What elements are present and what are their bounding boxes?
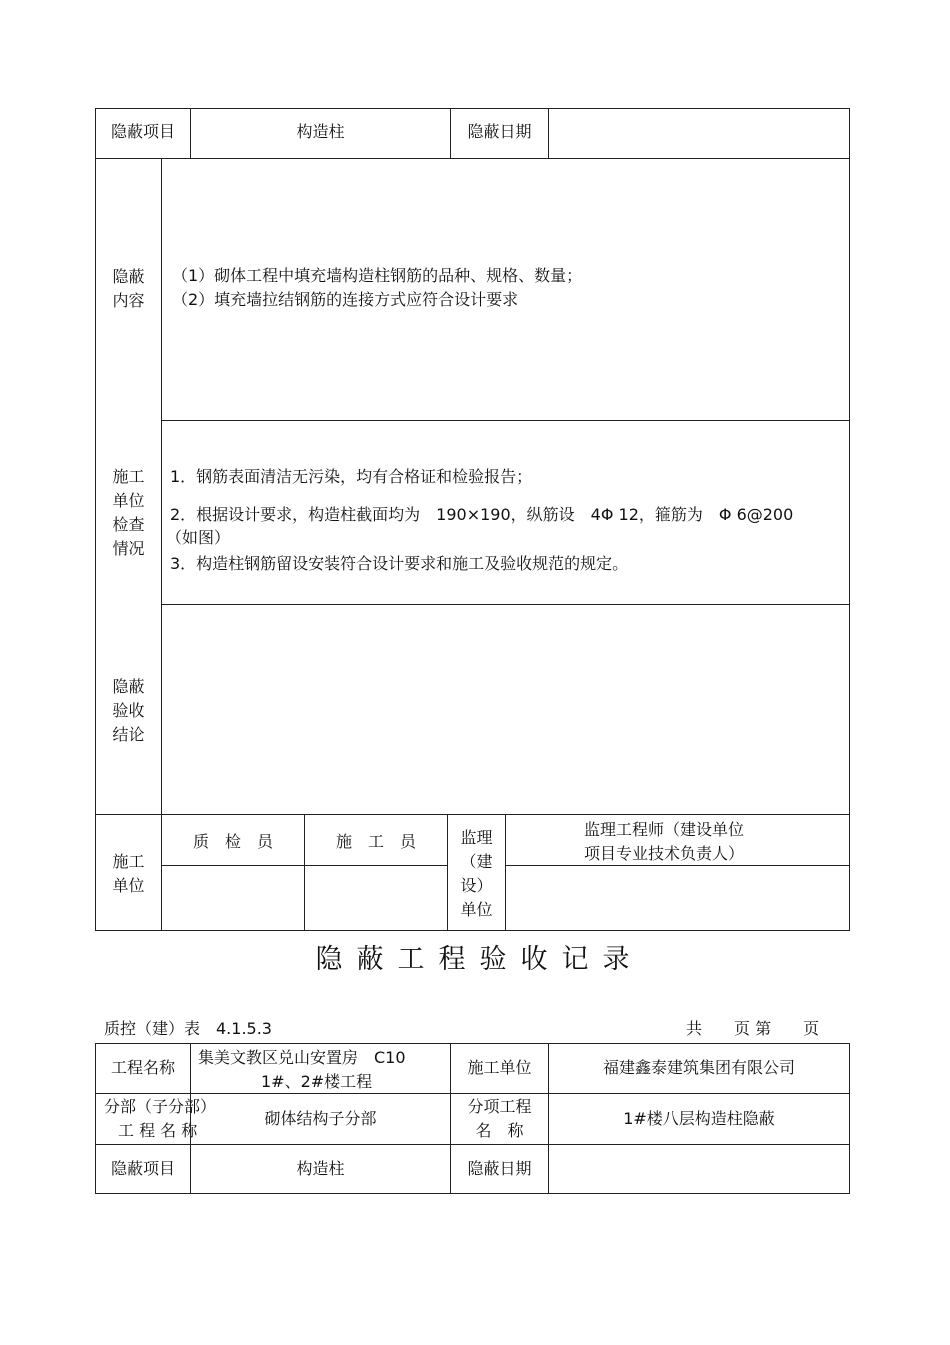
table-border (548, 108, 549, 159)
inspection-line: 1．钢筋表面清洁无污染，均有合格证和检验报告； (170, 467, 533, 486)
table-border (95, 1144, 850, 1145)
sub-item-value: 1#楼八层构造柱隐蔽 (623, 1109, 775, 1128)
construction-unit-label: 施工单位 (467, 1058, 532, 1077)
hidden-item-value: 构造柱 (296, 1159, 345, 1178)
inspection-line: （如图） (166, 528, 231, 547)
table-border (161, 158, 162, 931)
table-border (95, 1093, 850, 1094)
content-label: 隐蔽 内容 (112, 267, 145, 310)
table-border (95, 108, 850, 109)
table-border (849, 1043, 850, 1194)
content-line: （1）砌体工程中填充墙构造柱钢筋的品种、规格、数量； (172, 266, 583, 285)
hidden-item-label: 隐蔽项目 (110, 122, 175, 141)
table-border (849, 108, 850, 931)
hidden-date-label: 隐蔽日期 (467, 1159, 532, 1178)
table-border (95, 158, 850, 159)
sub-division-label-line2: 工 程 名 称 (118, 1121, 198, 1140)
hidden-item-label: 隐蔽项目 (110, 1159, 175, 1178)
record-title: 隐蔽工程验收记录 (315, 944, 644, 975)
content-text (172, 264, 582, 312)
inspection-line: 2．根据设计要求，构造柱截面均为 190×190，纵筋设 4Φ 12，箍筋为 Φ 6@200 (170, 505, 794, 524)
sub-item-label: 分项工程 名 称 (467, 1097, 532, 1140)
table-border (95, 930, 850, 931)
quality-inspector-label: 质 检 员 (192, 832, 273, 851)
inspection-label: 施工 单位 检查 情况 (112, 467, 145, 558)
supervision-engineer-label: 监理工程师（建设单位 项目专业技术负责人） (584, 820, 745, 863)
table-border (95, 814, 850, 815)
supervision-label: 监理 （建 设） 单位 (460, 828, 493, 919)
project-name-label: 工程名称 (110, 1058, 175, 1077)
content-line: （2）填充墙拉结钢筋的连接方式应符合设计要求 (172, 290, 519, 309)
construction-unit-value: 福建鑫泰建筑集团有限公司 (602, 1058, 795, 1077)
conclusion-label: 隐蔽 验收 结论 (112, 677, 145, 744)
page-info: 共 页 第 页 (686, 1019, 820, 1038)
table-border (161, 604, 850, 605)
table-border (95, 1193, 850, 1194)
hidden-date-label: 隐蔽日期 (467, 122, 532, 141)
inspection-line: 3．构造柱钢筋留设安装符合设计要求和施工及验收规范的规定。 (170, 554, 629, 573)
form-code: 质控（建）表 4.1.5.3 (104, 1019, 272, 1038)
sub-division-value: 砌体结构子分部 (264, 1109, 377, 1128)
sign-unit-label: 施工 单位 (112, 852, 145, 895)
table-border (161, 420, 850, 421)
sub-division-label-line1: 分部（子分部） (104, 1097, 217, 1116)
hidden-item-value: 构造柱 (296, 122, 345, 141)
project-name-value-line2: 1#、2#楼工程 (261, 1072, 373, 1091)
table-border (505, 814, 506, 931)
constructor-label: 施 工 员 (335, 832, 416, 851)
project-name-value-line1: 集美文教区兑山安置房 C10 (198, 1048, 406, 1067)
table-border (95, 1043, 850, 1044)
